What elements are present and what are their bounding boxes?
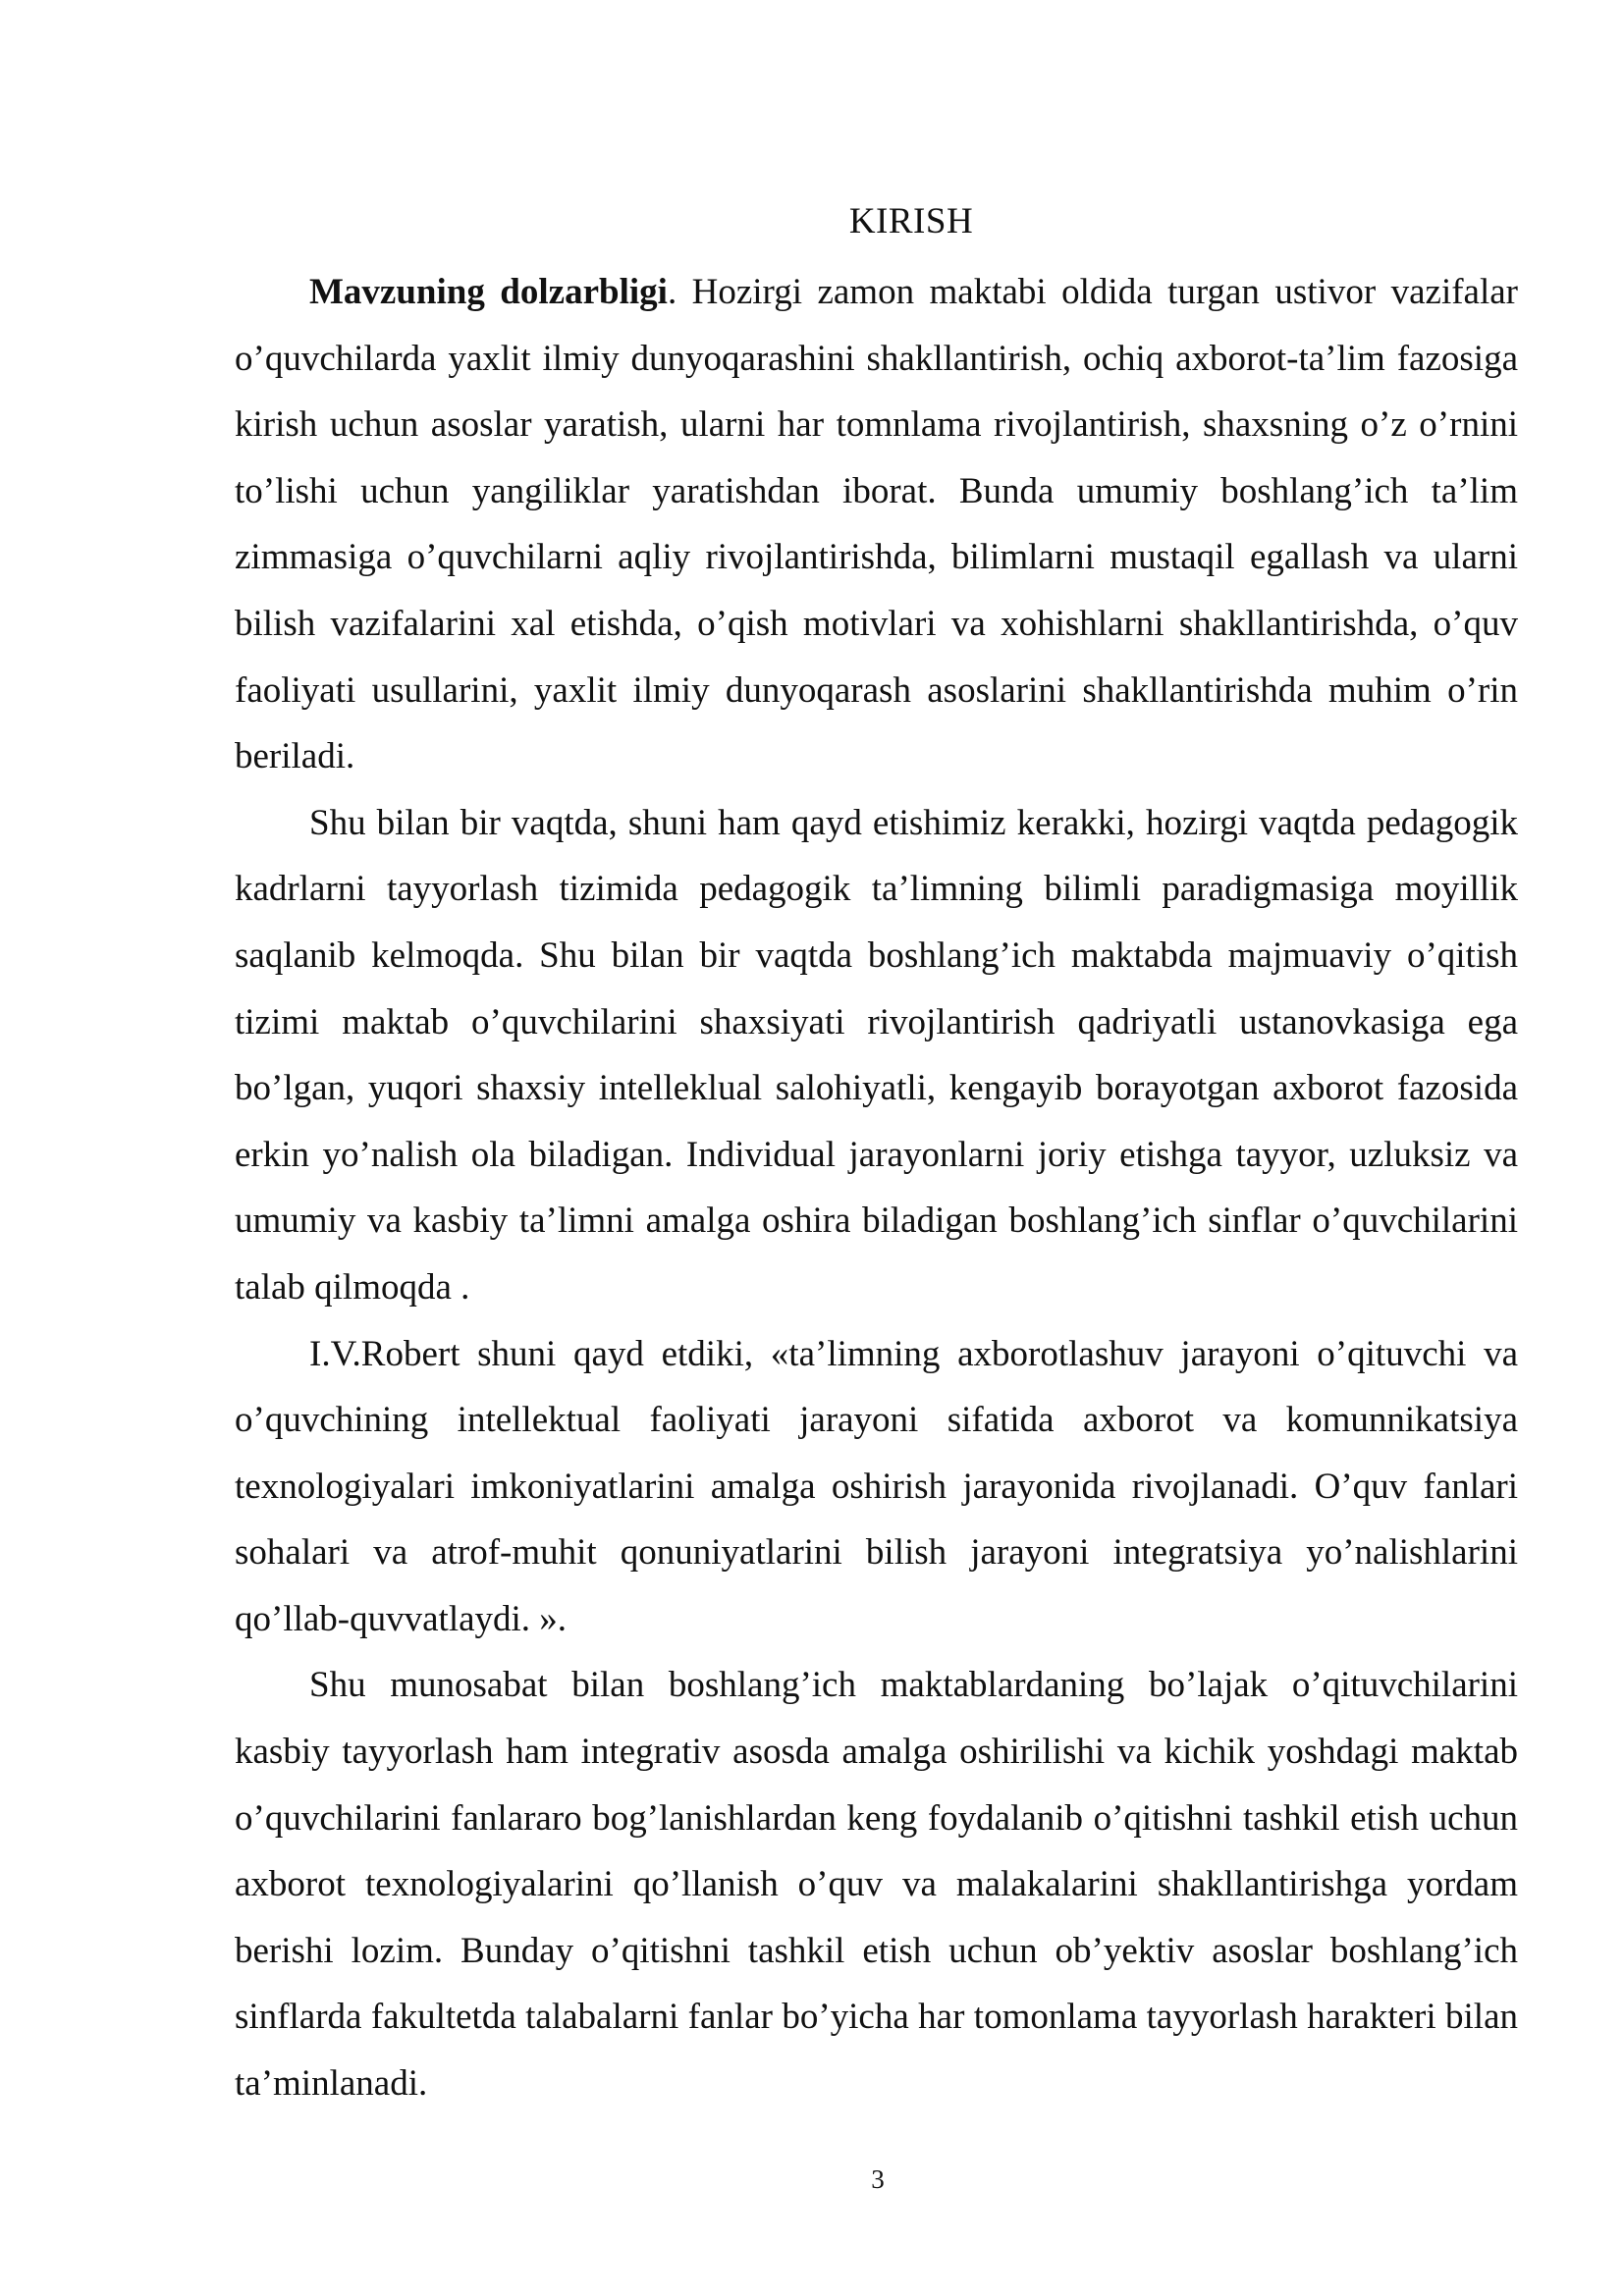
paragraph-lead: Mavzuning dolzarbligi bbox=[309, 272, 668, 312]
document-body bbox=[235, 259, 1518, 2117]
section-title: KIRISH bbox=[848, 201, 974, 241]
paragraph-text: I.V.Robert shuni qayd etdiki, «ta’limning axborotlashuv jarayoni o’qituvchi va o’quvchining intellektual faoliyati jarayoni sifatida axborot va komunnikatsiya texnologiyalari imkoniyatlarini amalga oshirish jarayonida rivojlanadi. O’quv fanlari sohalari va atrof-muhit qonuniyatlarini bilish jarayoni integratsiya yo’nalishlarini qo’llab-quvvatlaydi. ». bbox=[235, 1333, 1518, 1639]
paragraph-text: Shu bilan bir vaqtda, shuni ham qayd etishimiz kerakki, hozirgi vaqtda pedagogik kadrlarni tayyorlash tizimida pedagogik ta’limning bilimli paradigmasiga moyillik saqlanib kelmoqda. Shu bilan bir vaqtda boshlang’ich maktabda majmuaviy o’qitish tizimi maktab o’quvchilarini shaxsiyati rivojlantirish qadriyatli ustanovkasiga ega bo’lgan, yuqori shaxsiy intelleklual salohiyatli, kengayib borayotgan axborot fazosida erkin yo’nalish ola biladigan. Individual jarayonlarni joriy etishga tayyor, uzluksiz va umumiy va kasbiy ta’limni amalga oshira biladigan boshlang’ich sinflar o’quvchilarini talab qilmoqda . bbox=[235, 802, 1518, 1308]
paragraph-relevance bbox=[235, 259, 1518, 790]
paragraph-text: . Hozirgi zamon maktabi oldida turgan ustivor vazifalar o’quvchilarda yaxlit ilmiy dunyoqarashini shakllantirish, ochiq axborot-ta’lim fazosiga kirish uchun asoslar yaratish, ularni har tomnlama rivojlantirish, shaxsning o’z o’rnini to’lishi uchun yangiliklar yaratishdan iborat. Bunda umumiy boshlang’ich ta’lim zimmasiga o’quvchilarni aqliy rivojlantirishda, bilimlarni mustaqil egallash va ularni bilish vazifalarini xal etishda, o’qish motivlari va xohishlarni shakllantirishda, o’quv faoliyati usullarini, yaxlit ilmiy dunyoqarash asoslarini shakllantirishda muhim o’rin beriladi. bbox=[235, 272, 1519, 777]
page-number: 3 bbox=[871, 2164, 885, 2194]
paragraph-text: Shu munosabat bilan boshlang’ich maktablardaning bo’lajak o’qituvchilarini kasbiy tayyorlash ham integrativ asosda amalga oshirilishi va kichik yoshdagi maktab o’quvchilarini fanlararo bog’lanishlardan keng foydalanib o’qitishni tashkil etish uchun axborot texnologiyalarini qo’llanish o’quv va malakalarini shakllantirishga yordam berishi lozim. Bunday o’qitishni tashkil etish uchun ob’yektiv asoslar boshlang’ich sinflarda fakultetda talabalarni fanlar bo’yicha har tomonlama tayyorlash harakteri bilan ta’minlanadi. bbox=[235, 1665, 1518, 2105]
